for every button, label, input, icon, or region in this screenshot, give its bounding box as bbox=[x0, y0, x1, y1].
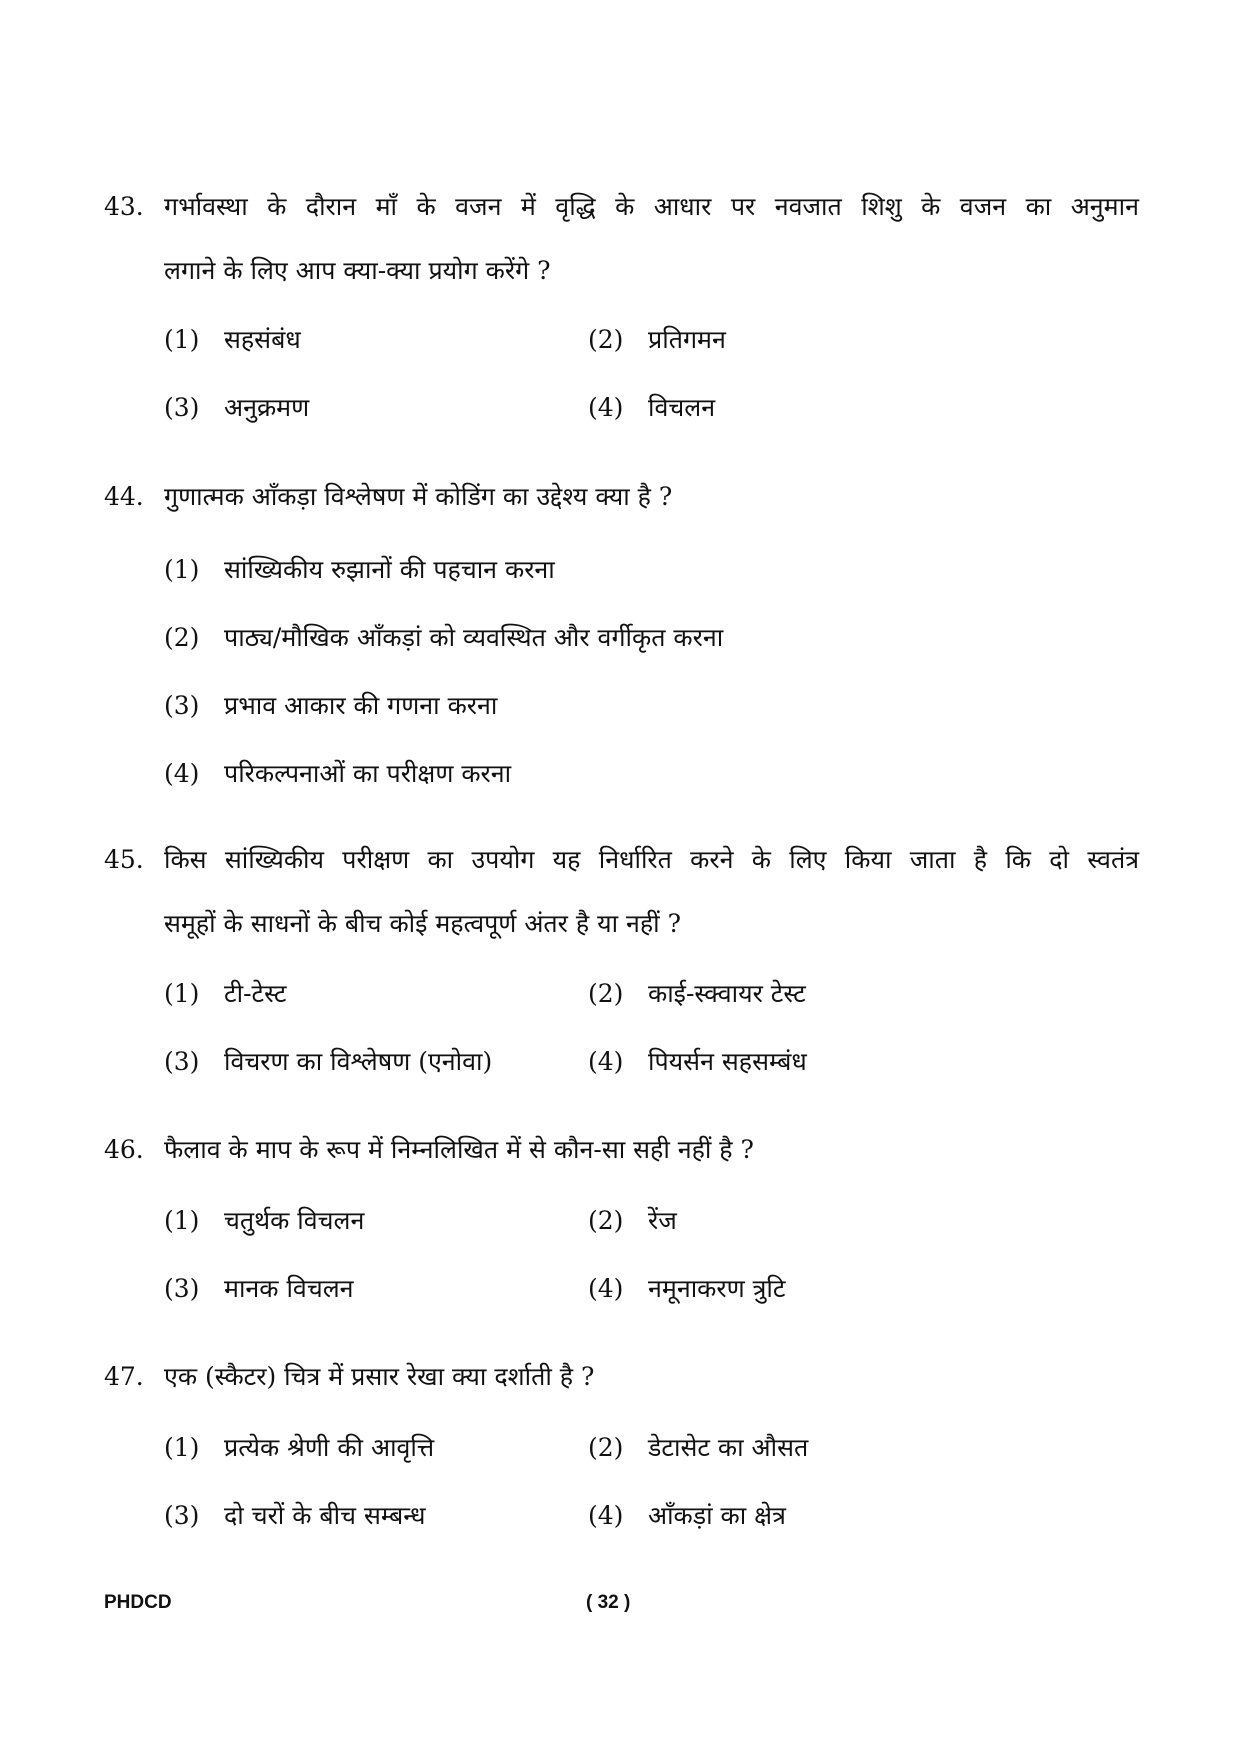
option bbox=[164, 553, 555, 587]
option-number: (4) bbox=[588, 1047, 624, 1076]
option bbox=[164, 689, 497, 723]
option-text: पियर्सन सहसम्बंध bbox=[648, 1047, 807, 1076]
option-number: (2) bbox=[588, 979, 624, 1008]
option-text: रेंज bbox=[648, 1206, 677, 1235]
option-text: टी-टेस्ट bbox=[224, 979, 287, 1008]
question-line: लगाने के लिए आप क्या-क्या प्रयोग करेंगे ? bbox=[164, 256, 551, 285]
option bbox=[164, 621, 723, 655]
option bbox=[588, 977, 806, 1011]
option-number: (1) bbox=[164, 1206, 200, 1235]
option-text: सांख्यिकीय रुझानों की पहचान करना bbox=[224, 555, 555, 584]
option-number: (2) bbox=[588, 1433, 624, 1462]
option bbox=[588, 1045, 807, 1079]
question-line: समूहों के साधनों के बीच कोई महत्वपूर्ण अंतर है या नहीं ? bbox=[164, 909, 681, 938]
option bbox=[588, 1272, 786, 1306]
option-number: (1) bbox=[164, 979, 200, 1008]
option-number: (1) bbox=[164, 325, 200, 354]
option bbox=[164, 1499, 426, 1533]
option bbox=[164, 977, 286, 1011]
option-number: (3) bbox=[164, 1274, 200, 1303]
option bbox=[588, 1499, 786, 1533]
question-line: किस सांख्यिकीय परीक्षण का उपयोग यह निर्धारित करने के लिए किया जाता है कि दो स्वतंत्र bbox=[164, 845, 1139, 874]
option-number: (4) bbox=[588, 1501, 624, 1530]
option-number: (4) bbox=[164, 759, 200, 788]
option bbox=[588, 1431, 808, 1465]
option-text: काई-स्क्वायर टेस्ट bbox=[648, 979, 806, 1008]
question-line: एक (स्कैटर) चित्र में प्रसार रेखा क्या दर्शाती है ? bbox=[164, 1362, 595, 1391]
option bbox=[164, 323, 301, 357]
option bbox=[164, 391, 309, 425]
option-text: परिकल्पनाओं का परीक्षण करना bbox=[224, 759, 512, 788]
option-number: (2) bbox=[588, 1206, 624, 1235]
question-line: फैलाव के माप के रूप में निम्नलिखित में से कौन-सा सही नहीं है ? bbox=[164, 1135, 754, 1164]
question-number: 46. bbox=[104, 1135, 144, 1164]
option-number: (4) bbox=[588, 1274, 624, 1303]
option-text: विचलन bbox=[648, 393, 716, 422]
question-number: 44. bbox=[104, 482, 144, 511]
option-text: दो चरों के बीच सम्बन्ध bbox=[224, 1501, 426, 1530]
option-number: (2) bbox=[588, 325, 624, 354]
option-number: (1) bbox=[164, 555, 200, 584]
option bbox=[164, 1204, 364, 1238]
question-line: गर्भावस्था के दौरान माँ के वजन में वृद्धि के आधार पर नवजात शिशु के वजन का अनुमान bbox=[164, 192, 1139, 221]
option-text: अनुक्रमण bbox=[224, 393, 310, 422]
option-text: विचरण का विश्लेषण (एनोवा) bbox=[224, 1047, 493, 1076]
option-text: सहसंबंध bbox=[224, 325, 301, 354]
option-number: (2) bbox=[164, 623, 200, 652]
option-text: पाठ्य/मौखिक आँकड़ां को व्यवस्थित और वर्गीकृत करना bbox=[224, 623, 724, 652]
option bbox=[164, 1045, 492, 1079]
option-text: प्रत्येक श्रेणी की आवृत्ति bbox=[224, 1433, 435, 1462]
option-text: नमूनाकरण त्रुटि bbox=[648, 1274, 786, 1303]
option-number: (3) bbox=[164, 691, 200, 720]
question-number: 47. bbox=[104, 1362, 144, 1391]
option-text: प्रभाव आकार की गणना करना bbox=[224, 691, 498, 720]
option-text: चतुर्थक विचलन bbox=[224, 1206, 365, 1235]
option-number: (4) bbox=[588, 393, 624, 422]
footer-code: PHDCD bbox=[104, 1592, 172, 1613]
option-number: (3) bbox=[164, 393, 200, 422]
option bbox=[164, 1272, 354, 1306]
option-text: प्रतिगमन bbox=[648, 325, 726, 354]
question-line: गुणात्मक आँकड़ा विश्लेषण में कोडिंग का उद्देश्य क्या है ? bbox=[164, 482, 673, 511]
option-text: डेटासेट का औसत bbox=[648, 1433, 809, 1462]
option-number: (3) bbox=[164, 1047, 200, 1076]
question-number: 45. bbox=[104, 845, 144, 874]
page-number: ( 32 ) bbox=[586, 1592, 631, 1613]
option bbox=[164, 757, 511, 791]
option bbox=[588, 1204, 677, 1238]
option bbox=[588, 323, 726, 357]
option-text: मानक विचलन bbox=[224, 1274, 354, 1303]
option-number: (3) bbox=[164, 1501, 200, 1530]
option-text: आँकड़ां का क्षेत्र bbox=[648, 1501, 786, 1530]
option-number: (1) bbox=[164, 1433, 200, 1462]
option bbox=[588, 391, 715, 425]
question-number: 43. bbox=[104, 192, 144, 221]
option bbox=[164, 1431, 434, 1465]
